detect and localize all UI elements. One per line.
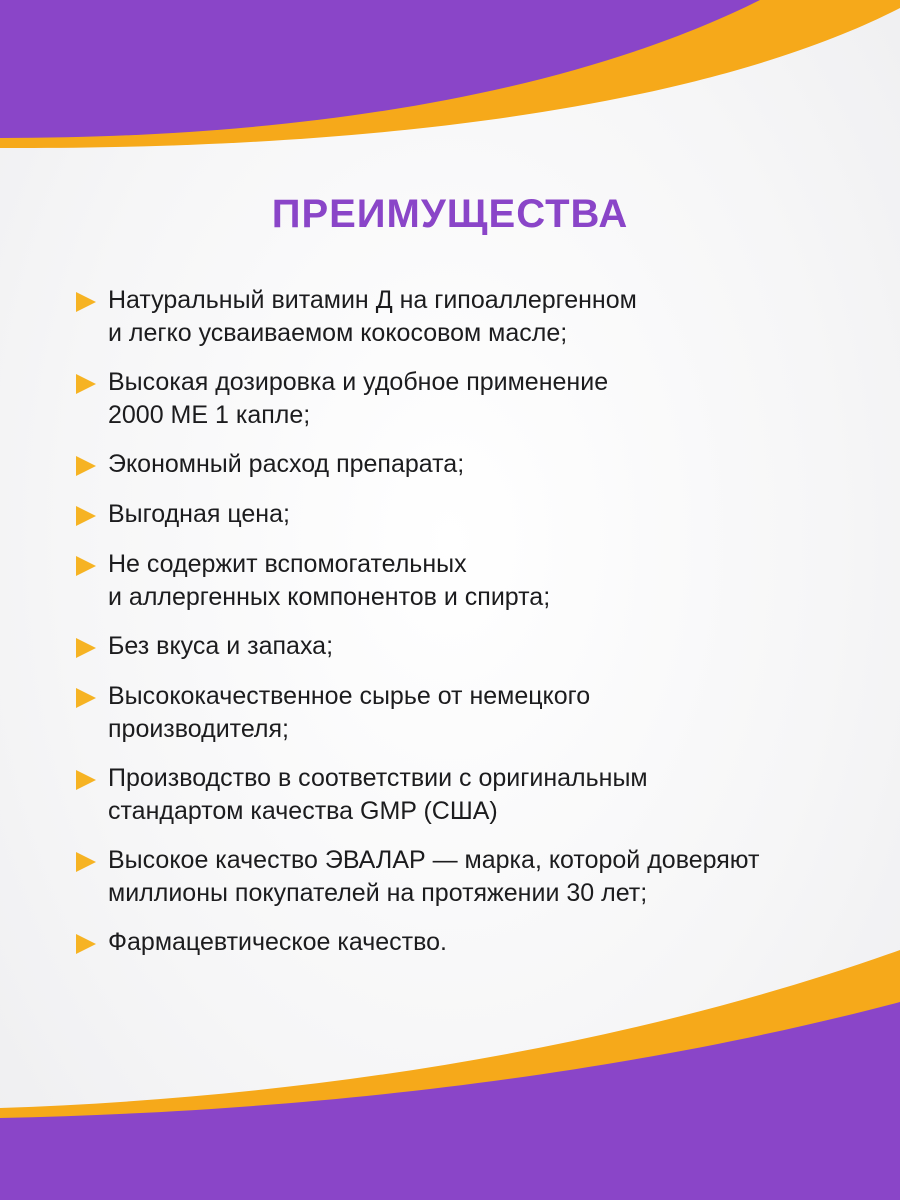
triangle-bullet-icon <box>74 850 98 874</box>
list-item-text: и легко усваиваемом кокосовом масле; <box>108 319 568 347</box>
list-item <box>74 926 864 959</box>
list-item-text: Не содержит вспомогательных <box>108 550 467 578</box>
list-item <box>74 630 864 663</box>
list-item <box>74 680 864 746</box>
list-item-text: Экономный расход препарата; <box>108 450 465 478</box>
triangle-bullet-icon <box>74 290 98 314</box>
list-item-text: Производство в соответствии с оригинальным <box>108 764 648 792</box>
list-item-text: 2000 МЕ 1 капле; <box>108 401 311 429</box>
page-title: ПРЕИМУЩЕСТВА <box>271 192 629 236</box>
list-item-text: Высокое качество ЭВАЛАР — марка, которой доверяют <box>108 846 760 874</box>
list-item <box>74 844 864 910</box>
list-item-text: Выгодная цена; <box>108 500 290 528</box>
list-item-text: Без вкуса и запаха; <box>108 632 334 660</box>
list-item <box>74 448 864 481</box>
list-item <box>74 548 864 614</box>
triangle-bullet-icon <box>74 636 98 660</box>
list-item-text: производителя; <box>108 715 289 743</box>
list-item <box>74 284 864 350</box>
list-item-text: Высокая дозировка и удобное применение <box>108 368 609 396</box>
triangle-bullet-icon <box>74 686 98 710</box>
list-item <box>74 762 864 828</box>
triangle-bullet-icon <box>74 504 98 528</box>
list-item-text: Высококачественное сырье от немецкого <box>108 682 591 710</box>
list-item <box>74 366 864 432</box>
triangle-bullet-icon <box>74 454 98 478</box>
list-item-text: Натуральный витамин Д на гипоаллергенном <box>108 286 637 314</box>
list-item-text: Фармацевтическое качество. <box>108 928 447 956</box>
list-item <box>74 498 864 531</box>
list-item-text: миллионы покупателей на протяжении 30 лет; <box>108 879 648 907</box>
triangle-bullet-icon <box>74 554 98 578</box>
list-item-text: стандартом качества GMP (США) <box>108 797 498 825</box>
list-item-text: и аллергенных компонентов и спирта; <box>108 583 551 611</box>
triangle-bullet-icon <box>74 372 98 396</box>
triangle-bullet-icon <box>74 932 98 956</box>
triangle-bullet-icon <box>74 768 98 792</box>
